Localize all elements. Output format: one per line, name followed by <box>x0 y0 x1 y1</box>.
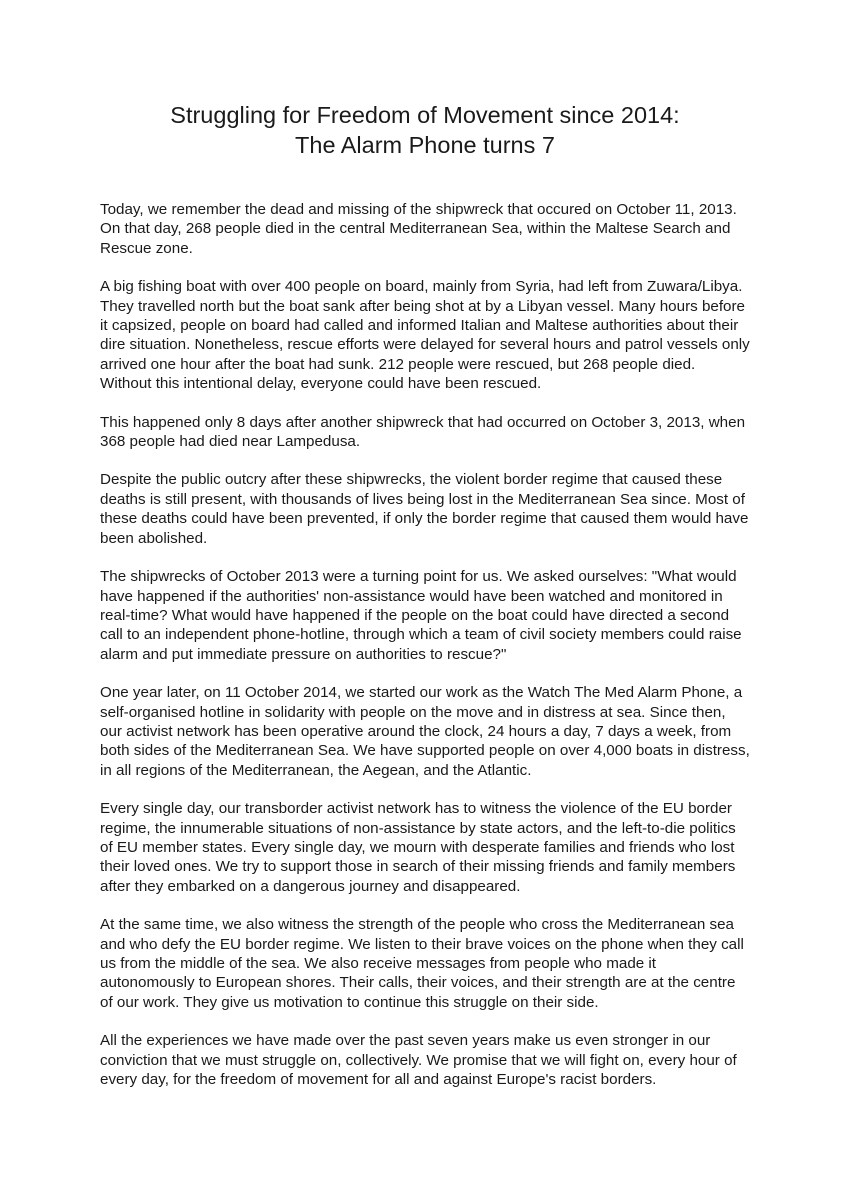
paragraph-one-year-later: One year later, on 11 October 2014, we started our work as the Watch The Med Alarm Phone, a self-organised hotline in solidarity with people on the move and in distress at sea. Since then, our activist network has been operative around the clock, 24 hours a day, 7 days a week, from both sides of the Mediterranean Sea. We have supported people on over 4,000 boats in distress, in all regions of the Mediterranean, the Aegean, and the Atlantic. <box>100 684 750 779</box>
paragraph-every-single-day: Every single day, our transborder activist network has to witness the violence of the EU border regime, the innumerable situations of non-assistance by state actors, and the left-to-die politics of EU member states. Every single day, we mourn with desperate families and friends who lost their loved ones. We try to support those in search of their missing friends and family members after they embarked on a dangerous journey and disappeared. <box>100 800 736 895</box>
title-line-2: The Alarm Phone turns 7 <box>295 132 555 158</box>
paragraph-lampedusa: This happened only 8 days after another shipwreck that had occurred on October 3, 2013, when 368 people had died near Lampedusa. <box>100 413 746 451</box>
paragraph-turning-point: The shipwrecks of October 2013 were a turning point for us. We asked ourselves: "What would have happened if the authorities' non-assistance would have been watched and monitored in real-time? What would have happened if the people on the boat could have directed a second call to an independent phone-hotline, through which a team of civil society members could raise alarm and put immediate pressure on authorities to rescue?" <box>100 568 742 663</box>
document-title <box>100 100 750 160</box>
paragraph-intro: Today, we remember the dead and missing of the shipwreck that occured on October 11, 2013. On that day, 268 people died in the central Mediterranean Sea, within the Maltese Search and Rescue zone. <box>100 201 737 257</box>
paragraph-public-outcry: Despite the public outcry after these shipwrecks, the violent border regime that caused these deaths is still present, with thousands of lives being lost in the Mediterranean Sea since. Most of these deaths could have been prevented, if only the border regime that caused them would have been abolished. <box>100 471 749 547</box>
paragraph-conclusion: All the experiences we have made over the past seven years make us even stronger in our conviction that we must struggle on, collectively. We promise that we will fight on, every hour of every day, for the freedom of movement for all and against Europe's racist borders. <box>100 1032 737 1089</box>
paragraph-fishing-boat: A big fishing boat with over 400 people on board, mainly from Syria, had left from Zuwara/Libya. They travelled north but the boat sank after being shot at by a Libyan vessel. Many hours before it capsized, people on board had called and informed Italian and Maltese authorities about their dire situation. Nonetheless, rescue efforts were delayed for several hours and patrol vessels only arrived one hour after the boat had sunk. 212 people were rescued, but 268 people died. Without this intentional delay, everyone could have been rescued. <box>100 278 750 393</box>
document-page <box>100 100 750 1108</box>
title-line-1: Struggling for Freedom of Movement since 2014: <box>170 102 680 128</box>
paragraph-strength: At the same time, we also witness the strength of the people who cross the Mediterranean sea and who defy the EU border regime. We listen to their brave voices on the phone when they call us from the middle of the sea. We also receive messages from people who made it autonomously to European shores. Their calls, their voices, and their strength are at the centre of our work. They give us motivation to continue this struggle on their side. <box>100 916 744 1011</box>
